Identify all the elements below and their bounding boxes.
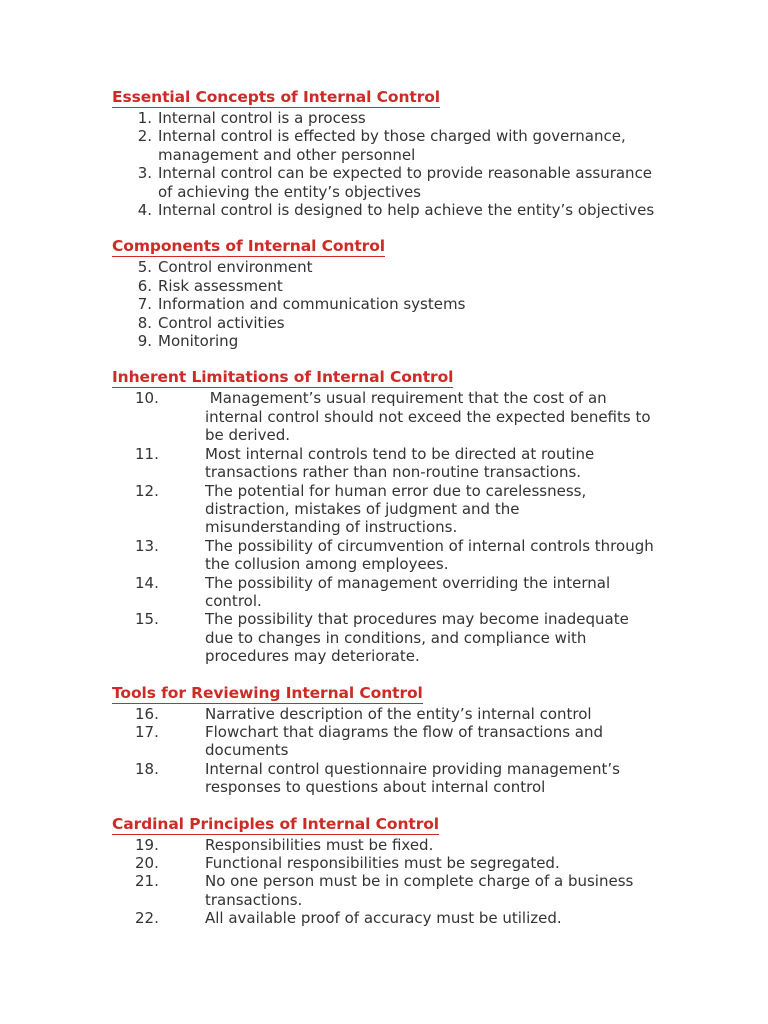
- section-heading: [112, 237, 658, 257]
- list-item-number: 4.: [137, 201, 152, 220]
- list-item: [112, 258, 658, 276]
- section-heading: [112, 368, 658, 388]
- list-item-text-body: The possibility of management overriding the internal control.: [205, 573, 611, 610]
- list-item-text: Control environment: [158, 258, 313, 277]
- section-heading-text: Tools for Reviewing Internal Control: [112, 683, 423, 702]
- list-item: [112, 277, 658, 295]
- list-item-text-body: All available proof of accuracy must be utilized.: [205, 909, 562, 928]
- list-item: [112, 127, 658, 164]
- section-item-list: [112, 836, 658, 928]
- document-section: [112, 237, 658, 350]
- list-item: [112, 723, 658, 760]
- list-item-text: [205, 537, 658, 574]
- list-item-number: 2.: [137, 127, 152, 146]
- list-item-text: [205, 836, 658, 854]
- list-item-text-body: Functional responsibilities must be segregated.: [205, 854, 560, 872]
- list-item-text: Control activities: [158, 313, 285, 332]
- section-item-list: [112, 258, 658, 350]
- list-item-text: Risk assessment: [158, 276, 283, 295]
- list-item-text: [205, 445, 658, 482]
- list-item: [112, 314, 658, 332]
- list-item-text-body: The potential for human error due to carelessness, distraction, mistakes of judgment and the misunderstanding of instructions.: [205, 481, 587, 537]
- list-item-text-body: Most internal controls tend to be directed at routine transactions rather than non-routine transactions.: [205, 444, 595, 482]
- list-item-number: 8.: [137, 313, 152, 332]
- list-item-number: 14.: [135, 573, 159, 592]
- list-item-text-body: Narrative description of the entity’s internal control: [205, 704, 592, 723]
- list-item-number: 9.: [137, 332, 152, 351]
- list-item-text: [205, 574, 658, 611]
- list-item-text: Internal control is a process: [158, 109, 366, 127]
- list-item-text-body: The possibility of circumvention of internal controls through the collusion among employees.: [205, 536, 654, 574]
- list-item-number: 18.: [135, 759, 159, 778]
- list-item: [112, 836, 658, 854]
- document-section: [112, 684, 658, 797]
- list-item: [112, 872, 658, 909]
- list-item-number: 12.: [135, 481, 159, 500]
- list-item-number: 22.: [135, 909, 159, 928]
- document-section: [112, 815, 658, 928]
- list-item-text: [205, 909, 658, 927]
- list-item-text: Internal control is designed to help achieve the entity’s objectives: [158, 201, 655, 220]
- list-item-text: [205, 389, 658, 444]
- list-item-text-body: No one person must be in complete charge of a business transactions.: [205, 872, 634, 909]
- section-item-list: [112, 389, 658, 665]
- list-item-text: Internal control is effected by those charged with governance, management and other personnel: [158, 127, 626, 164]
- list-item-text: [205, 760, 658, 797]
- list-item: [112, 610, 658, 665]
- section-item-list: [112, 705, 658, 797]
- list-item-number: 13.: [135, 536, 159, 555]
- list-item-number: 16.: [135, 704, 159, 723]
- document-section: [112, 368, 658, 665]
- list-item: [112, 295, 658, 313]
- section-item-list: [112, 109, 658, 219]
- list-item: [112, 445, 658, 482]
- section-heading: [112, 684, 658, 704]
- list-item-text: [205, 854, 658, 872]
- list-item-number: 15.: [135, 610, 159, 629]
- list-item-text-body: Internal control questionnaire providing management’s responses to questions about internal control: [205, 759, 620, 797]
- document-section: [112, 88, 658, 219]
- list-item-text: [205, 872, 658, 909]
- list-item: [112, 854, 658, 872]
- list-item-number: 10.: [135, 389, 159, 408]
- list-item: [112, 909, 658, 927]
- list-item-text: Information and communication systems: [158, 295, 466, 314]
- list-item-number: 3.: [137, 164, 152, 183]
- list-item: [112, 537, 658, 574]
- list-item-text: [205, 482, 658, 537]
- section-heading-text: Components of Internal Control: [112, 237, 385, 256]
- list-item-text: [205, 705, 658, 723]
- list-item-text-body: Management’s usual requirement that the cost of an internal control should not exceed the expected benefits to be derived.: [205, 389, 651, 445]
- list-item: [112, 164, 658, 201]
- list-item-number: 6.: [137, 276, 152, 295]
- list-item-text: [205, 610, 658, 665]
- section-heading: [112, 88, 658, 108]
- list-item-text-body: Flowchart that diagrams the flow of transactions and documents: [205, 722, 603, 760]
- list-item-number: 20.: [135, 854, 159, 872]
- list-item-number: 1.: [137, 109, 152, 127]
- list-item: [112, 109, 658, 127]
- list-item-number: 21.: [135, 872, 159, 891]
- section-heading-text: Essential Concepts of Internal Control: [112, 88, 440, 106]
- section-heading: [112, 815, 658, 835]
- list-item: [112, 332, 658, 350]
- section-heading-text: Inherent Limitations of Internal Control: [112, 368, 454, 387]
- list-item-number: 5.: [137, 258, 152, 277]
- list-item-text: Internal control can be expected to provide reasonable assurance of achieving the entity’s objectives: [158, 164, 653, 201]
- list-item-number: 11.: [135, 444, 159, 463]
- list-item-text-body: Responsibilities must be fixed.: [205, 835, 434, 854]
- list-item: [112, 760, 658, 797]
- list-item-text: [205, 723, 658, 760]
- list-item: [112, 201, 658, 219]
- list-item-text: Monitoring: [158, 332, 239, 351]
- list-item-number: 17.: [135, 722, 159, 741]
- section-heading-text: Cardinal Principles of Internal Control: [112, 814, 440, 833]
- list-item-text-body: The possibility that procedures may become inadequate due to changes in conditions, and compliance with procedures may deteriorate.: [205, 610, 629, 666]
- list-item-number: 19.: [135, 835, 159, 854]
- list-item: [112, 482, 658, 537]
- list-item: [112, 705, 658, 723]
- list-item-number: 7.: [137, 295, 152, 314]
- document-body: [112, 88, 658, 928]
- list-item: [112, 389, 658, 444]
- list-item: [112, 574, 658, 611]
